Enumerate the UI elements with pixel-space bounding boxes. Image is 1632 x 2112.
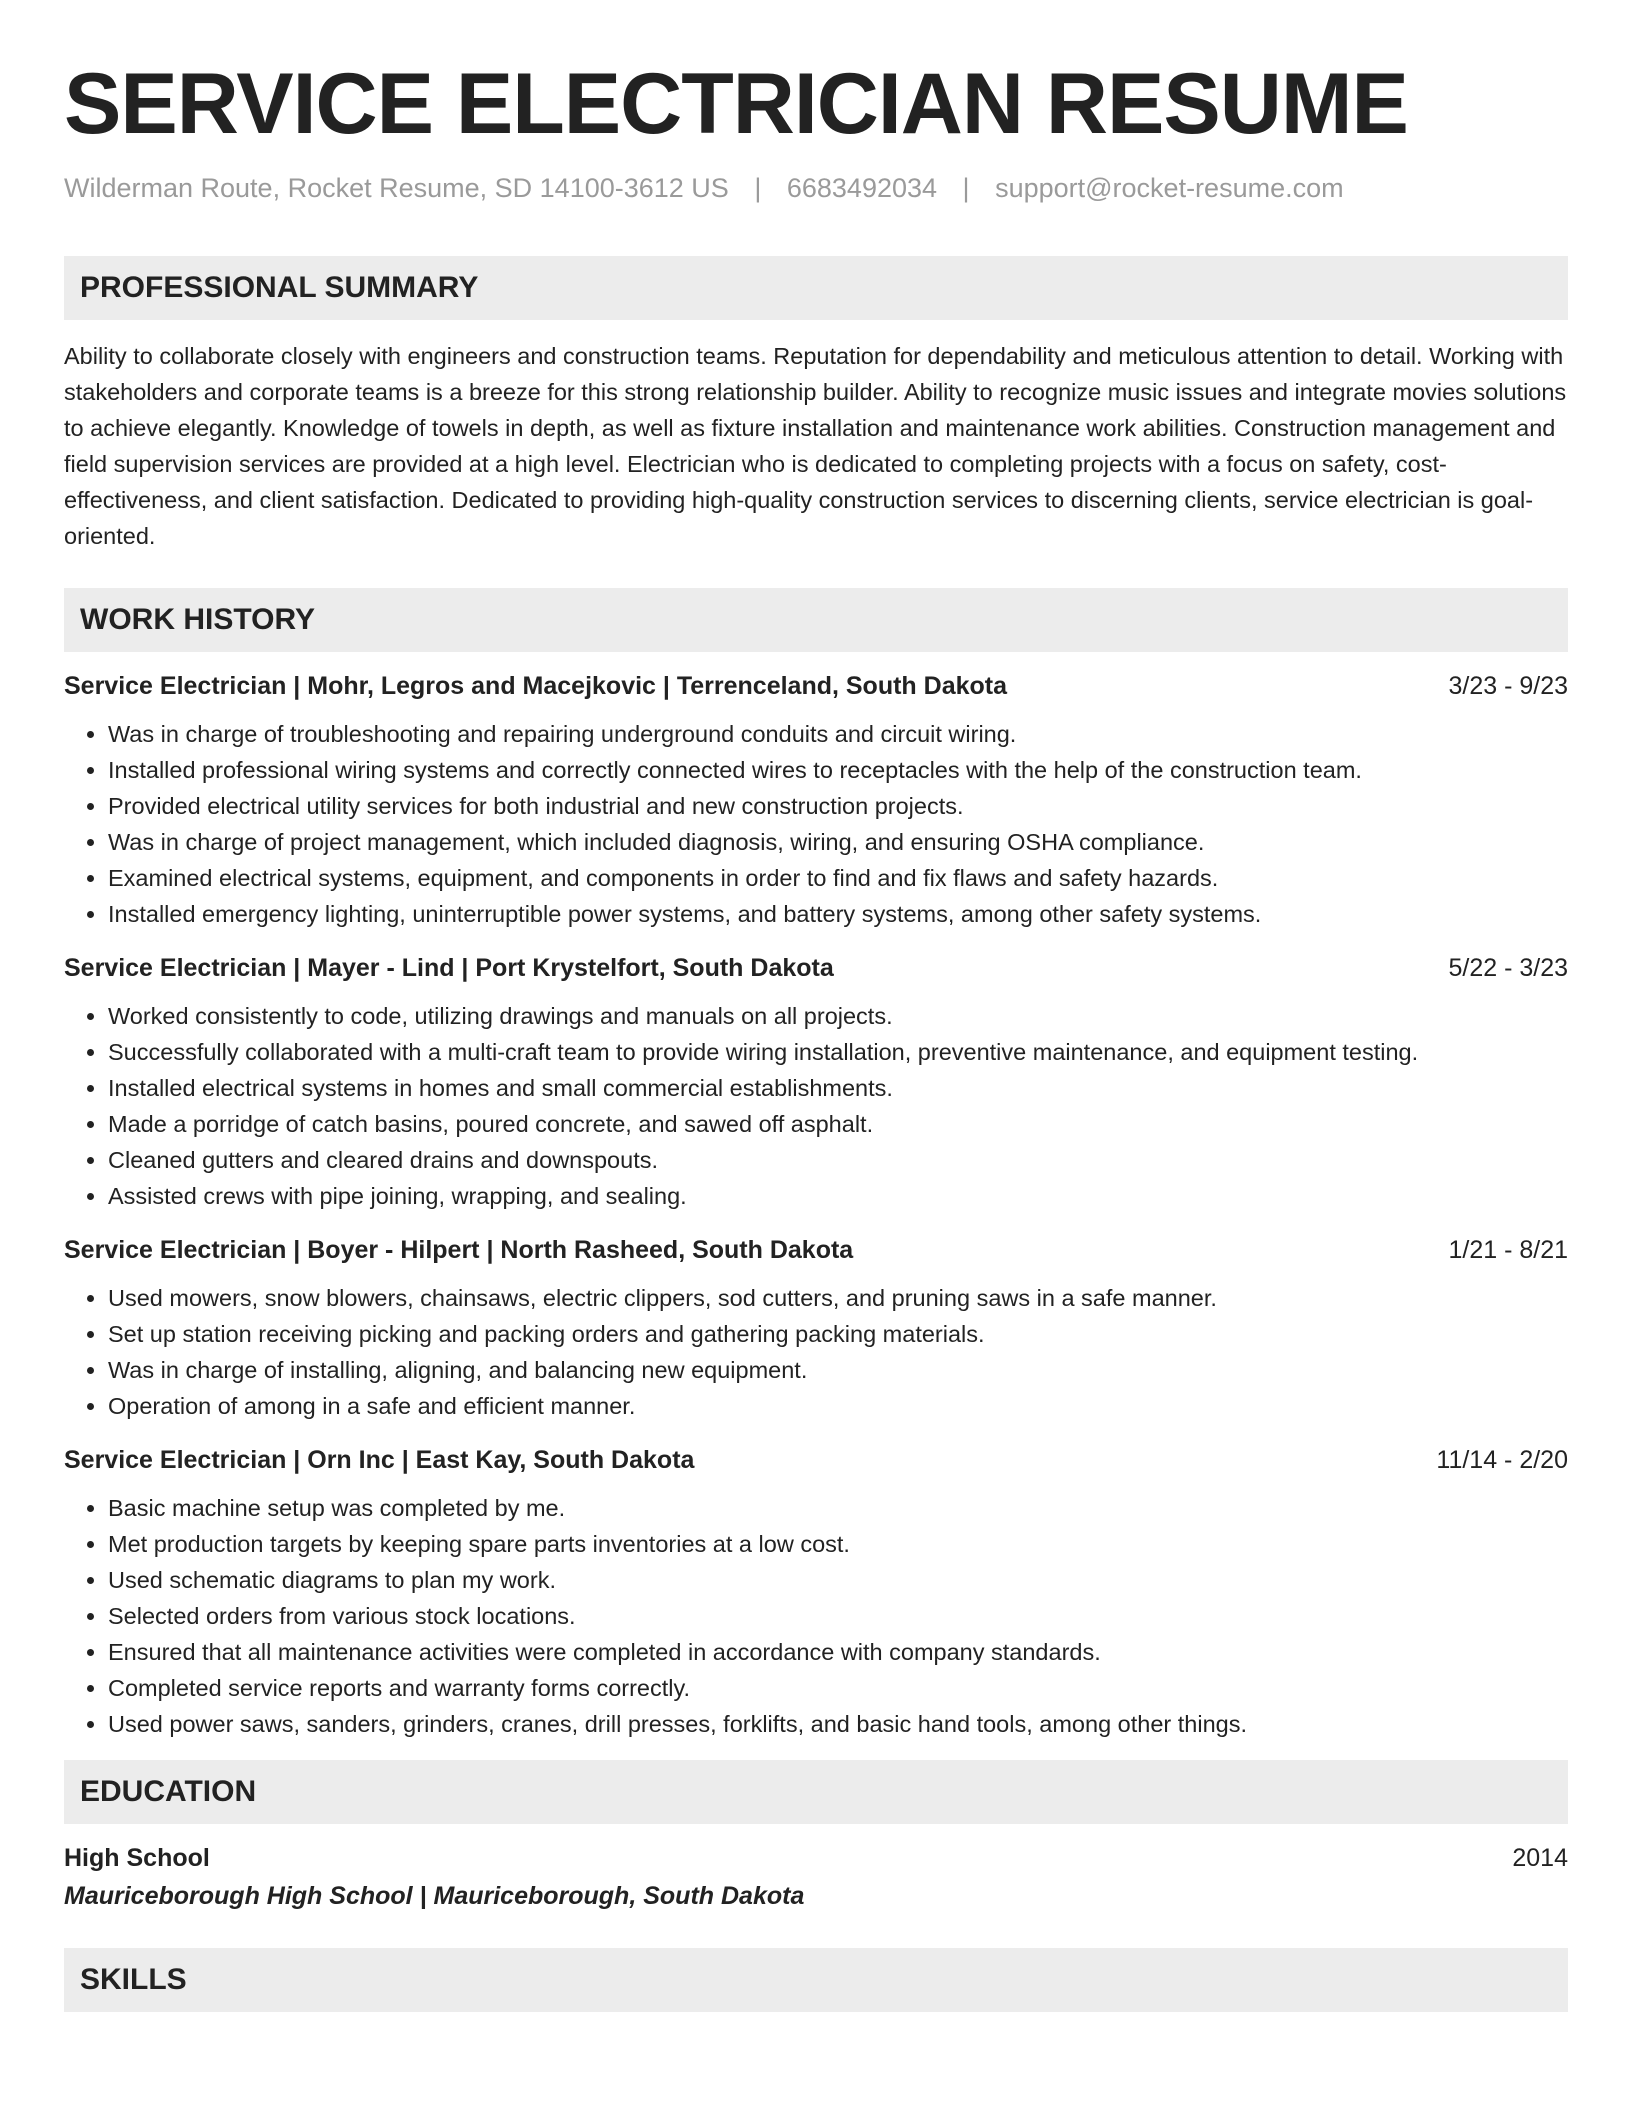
section-header-education: EDUCATION — [64, 1760, 1568, 1824]
list-item: • Installed electrical systems in homes and small commercial establishments. — [108, 1070, 1568, 1106]
job-dates: 1/21 - 8/21 — [1448, 1236, 1568, 1264]
job-entry — [64, 1442, 1568, 1742]
job-entry — [64, 950, 1568, 1214]
list-item: • Examined electrical systems, equipment, and components in order to find and fix flaws and safety hazards. — [108, 860, 1568, 896]
job-entry — [64, 668, 1568, 932]
job-header — [64, 950, 1568, 986]
section-header-work-history: WORK HISTORY — [64, 588, 1568, 652]
list-item: • Used schematic diagrams to plan my work. — [108, 1562, 1568, 1598]
job-dates: 5/22 - 3/23 — [1448, 954, 1568, 982]
list-item: • Installed professional wiring systems and correctly connected wires to receptacles with the help of the construction team. — [108, 752, 1568, 788]
contact-phone: 6683492034 — [786, 173, 938, 203]
contact-line — [64, 170, 1568, 206]
job-bullets — [64, 998, 1568, 1214]
list-item: • Assisted crews with pipe joining, wrapping, and sealing. — [108, 1178, 1568, 1214]
education-year: 2014 — [1512, 1844, 1568, 1872]
job-bullets — [64, 716, 1568, 932]
list-item: • Selected orders from various stock locations. — [108, 1598, 1568, 1634]
list-item: • Basic machine setup was completed by me. — [108, 1490, 1568, 1526]
list-item: • Operation of among in a safe and efficient manner. — [108, 1388, 1568, 1424]
contact-separator: | — [754, 173, 762, 203]
list-item: • Was in charge of troubleshooting and repairing underground conduits and circuit wiring. — [108, 716, 1568, 752]
list-item: • Cleaned gutters and cleared drains and downspouts. — [108, 1142, 1568, 1178]
list-item: • Provided electrical utility services for both industrial and new construction projects. — [108, 788, 1568, 824]
list-item: • Met production targets by keeping spare parts inventories at a low cost. — [108, 1526, 1568, 1562]
list-item: • Ensured that all maintenance activities were completed in accordance with company standards. — [108, 1634, 1568, 1670]
job-title: Service Electrician | Mayer - Lind | Port Krystelfort, South Dakota — [64, 954, 834, 982]
job-bullets — [64, 1490, 1568, 1742]
list-item: • Was in charge of project management, which included diagnosis, wiring, and ensuring OSHA compliance. — [108, 824, 1568, 860]
contact-email: support@rocket-resume.com — [995, 173, 1344, 203]
education-school: Mauriceborough High School | Mauriceborough, South Dakota — [64, 1882, 805, 1910]
job-bullets — [64, 1280, 1568, 1424]
list-item: • Used power saws, sanders, grinders, cranes, drill presses, forklifts, and basic hand tools, among other things. — [108, 1706, 1568, 1742]
job-dates: 11/14 - 2/20 — [1436, 1446, 1568, 1474]
section-header-summary: PROFESSIONAL SUMMARY — [64, 256, 1568, 320]
job-title: Service Electrician | Boyer - Hilpert | North Rasheed, South Dakota — [64, 1236, 854, 1264]
list-item: • Worked consistently to code, utilizing drawings and manuals on all projects. — [108, 998, 1568, 1034]
job-title: Service Electrician | Orn Inc | East Kay, South Dakota — [64, 1446, 695, 1474]
list-item: • Set up station receiving picking and packing orders and gathering packing materials. — [108, 1316, 1568, 1352]
job-title: Service Electrician | Mohr, Legros and Macejkovic | Terrenceland, South Dakota — [64, 672, 1008, 700]
summary-text: Ability to collaborate closely with engineers and construction teams. Reputation for dependability and meticulous attention to detail. Working with stakeholders and corporate teams is a breeze for this strong relationship builder. Ability to recognize music issues and integrate movies solutions to achieve elegantly. Knowledge of towels in depth, as well as fixture installation and maintenance work abilities. Construction management and field supervision services are provided at a high level. Electrician who is dedicated to completing projects with a focus on safety, cost-effectiveness, and client satisfaction. Dedicated to providing high-quality construction services to discerning clients, service electrician is goal-oriented. — [64, 343, 1567, 549]
education-degree: High School — [64, 1844, 210, 1872]
job-dates: 3/23 - 9/23 — [1448, 672, 1568, 700]
section-header-skills: SKILLS — [64, 1948, 1568, 2012]
contact-address: Wilderman Route, Rocket Resume, SD 14100-3612 US — [64, 173, 729, 203]
list-item: • Used mowers, snow blowers, chainsaws, electric clippers, sod cutters, and pruning saws in a safe manner. — [108, 1280, 1568, 1316]
job-header — [64, 1442, 1568, 1478]
job-header — [64, 1232, 1568, 1268]
education-row — [64, 1840, 1568, 1876]
job-entry — [64, 1232, 1568, 1424]
list-item: • Was in charge of installing, aligning, and balancing new equipment. — [108, 1352, 1568, 1388]
list-item: • Made a porridge of catch basins, poured concrete, and sawed off asphalt. — [108, 1106, 1568, 1142]
list-item: • Installed emergency lighting, uninterruptible power systems, and battery systems, among other safety systems. — [108, 896, 1568, 932]
list-item: • Successfully collaborated with a multi-craft team to provide wiring installation, preventive maintenance, and equipment testing. — [108, 1034, 1568, 1070]
job-header — [64, 668, 1568, 704]
list-item: • Completed service reports and warranty forms correctly. — [108, 1670, 1568, 1706]
contact-separator: | — [962, 173, 970, 203]
resume-title: SERVICE ELECTRICIAN RESUME — [64, 56, 1408, 152]
